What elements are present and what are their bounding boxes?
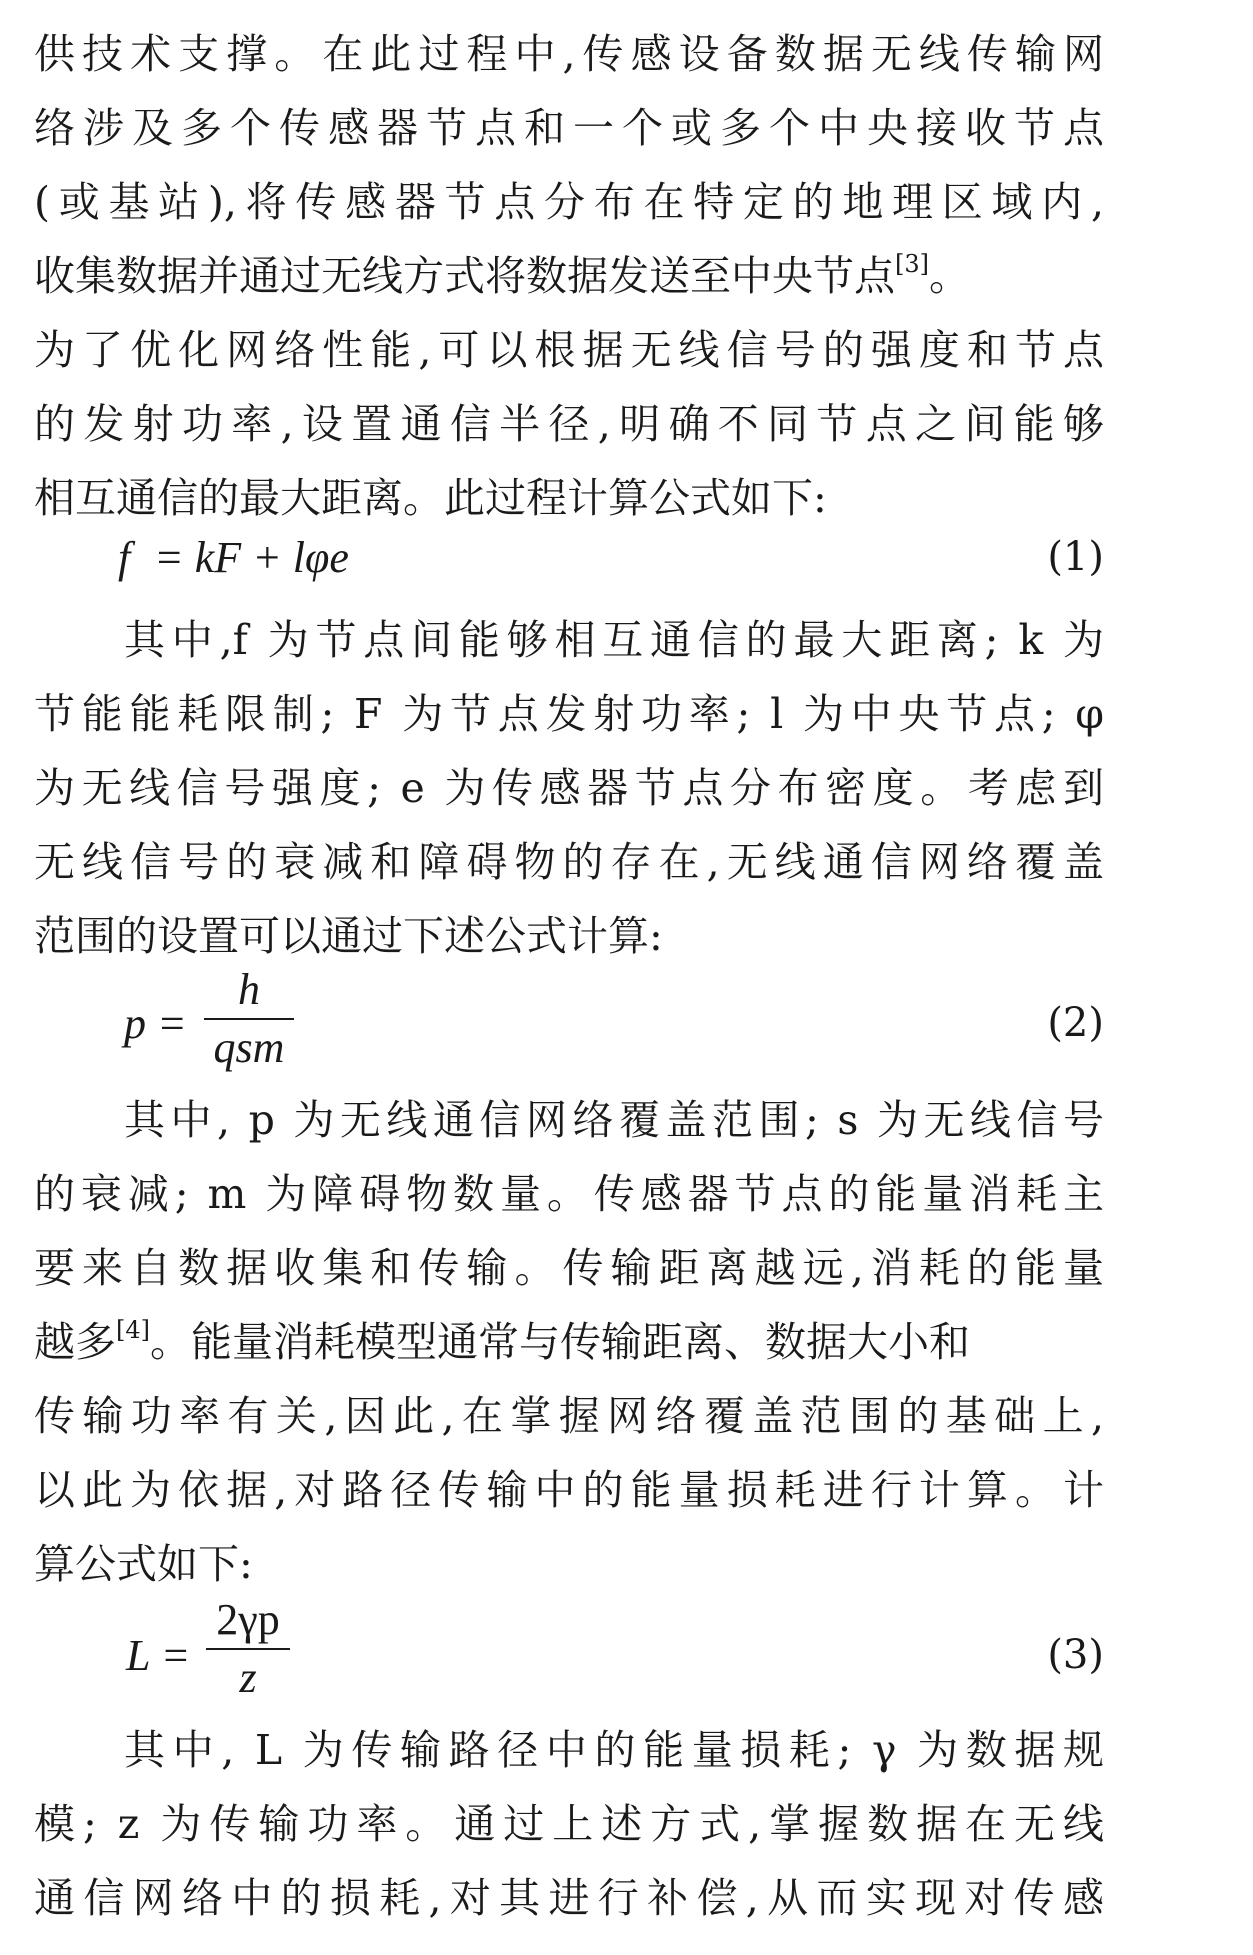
text-line: 的发射功率,设置通信半径,明确不同节点之间能够 xyxy=(34,400,1104,448)
equation-2 xyxy=(118,960,1104,1080)
text-line: 无线信号的衰减和障碍物的存在,无线通信网络覆盖 xyxy=(34,838,1104,886)
equation-lhs: L = xyxy=(126,1631,191,1680)
text-line: 范围的设置可以通过下述公式计算: xyxy=(34,912,663,960)
equation-number: (3) xyxy=(1047,1632,1104,1678)
text-line: 供技术支撑。在此过程中,传感设备数据无线传输网 xyxy=(34,30,1104,78)
equation-1 xyxy=(118,526,1104,596)
text-line-with-citation xyxy=(34,1312,1104,1372)
equation-rhs: = kF + lφe xyxy=(154,533,349,582)
citation-ref: [4] xyxy=(116,1316,150,1344)
text-line: 传输功率有关,因此,在掌握网络覆盖范围的基础上, xyxy=(34,1392,1104,1440)
text-segment: 。能量消耗模型通常与传输距离、数据大小和 xyxy=(150,1318,970,1366)
citation-ref: [3] xyxy=(895,250,929,278)
text-line: 通信网络中的损耗,对其进行补偿,从而实现对传感 xyxy=(34,1874,1104,1922)
text-segment: 收集数据并通过无线方式将数据发送至中央节点 xyxy=(34,252,895,300)
fraction-numerator: h xyxy=(238,965,260,1014)
fraction-numerator: 2γp xyxy=(216,1595,280,1644)
text-line: 节能能耗限制; F 为节点发射功率; l 为中央节点; φ xyxy=(34,690,1104,738)
text-line: 以此为依据,对路径传输中的能量损耗进行计算。计 xyxy=(34,1466,1104,1514)
text-line-with-citation xyxy=(34,246,1104,306)
text-line: 其中, p 为无线通信网络覆盖范围; s 为无线信号 xyxy=(124,1096,1104,1144)
text-line: 为了优化网络性能,可以根据无线信号的强度和节点 xyxy=(34,326,1104,374)
equation-number: (1) xyxy=(1047,534,1104,580)
fraction-bar xyxy=(204,1018,294,1020)
text-line: 相互通信的最大距离。此过程计算公式如下: xyxy=(34,474,827,522)
text-segment: 越多 xyxy=(34,1318,116,1366)
equation-lhs: f xyxy=(118,533,131,582)
fraction xyxy=(204,964,294,1074)
equation-3 xyxy=(118,1592,1104,1712)
fraction-denominator: qsm xyxy=(213,1023,285,1072)
equation-lhs: p = xyxy=(124,999,187,1048)
fraction xyxy=(206,1594,290,1704)
text-segment: 。 xyxy=(929,252,970,300)
text-line: 算公式如下: xyxy=(34,1540,253,1588)
equation-number: (2) xyxy=(1047,1000,1104,1046)
text-line: 的衰减; m 为障碍物数量。传感器节点的能量消耗主 xyxy=(34,1170,1104,1218)
text-line: 其中, L 为传输路径中的能量损耗; γ 为数据规 xyxy=(124,1726,1104,1774)
text-line: (或基站),将传感器节点分布在特定的地理区域内, xyxy=(34,178,1104,226)
text-line: 络涉及多个传感器节点和一个或多个中央接收节点 xyxy=(34,104,1104,152)
fraction-denominator: z xyxy=(239,1653,257,1702)
text-line: 要来自数据收集和传输。传输距离越远,消耗的能量 xyxy=(34,1244,1104,1292)
text-line: 模; z 为传输功率。通过上述方式,掌握数据在无线 xyxy=(34,1800,1104,1848)
fraction-bar xyxy=(206,1648,290,1650)
text-line: 为无线信号强度; e 为传感器节点分布密度。考虑到 xyxy=(34,764,1104,812)
text-line: 其中,f 为节点间能够相互通信的最大距离; k 为 xyxy=(124,616,1104,664)
